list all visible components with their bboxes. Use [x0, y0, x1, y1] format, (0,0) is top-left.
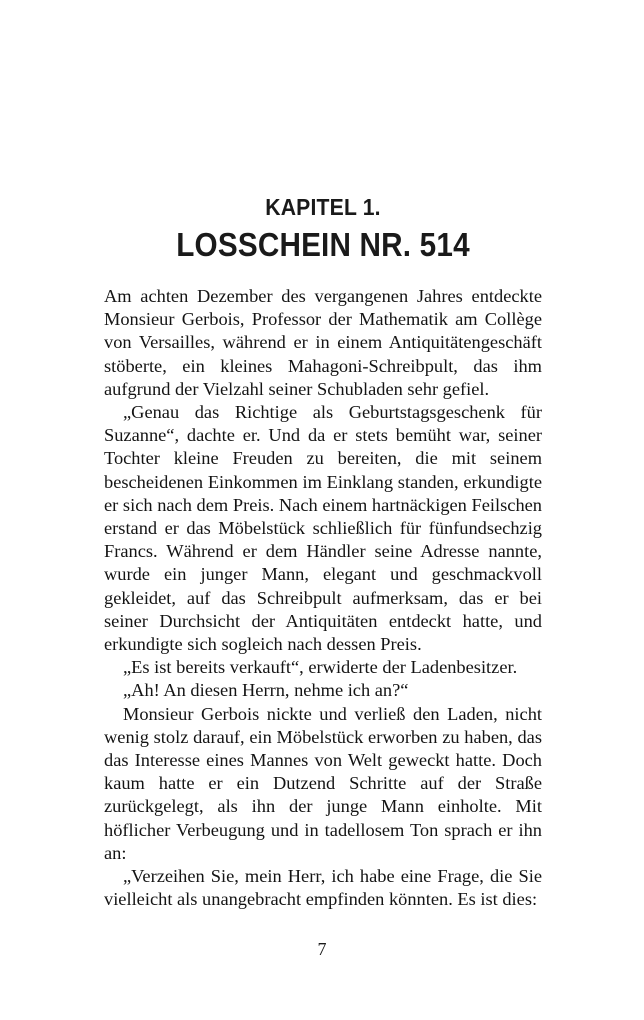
- paragraph-dialogue: „Es ist bereits verkauft“, erwiderte der Ladenbesitzer.: [123, 657, 518, 678]
- chapter-number-heading: KAPITEL 1.: [265, 194, 381, 220]
- page-number: 7: [317, 939, 327, 959]
- chapter-title-heading: LOSSCHEIN NR. 514: [176, 226, 470, 263]
- body-text-block: [104, 285, 542, 911]
- paragraph-dialogue: „Ah! An diesen Herrn, nehme ich an?“: [123, 680, 409, 701]
- paragraph: Am achten Dezember des vergangenen Jahres entdeckte Monsieur Gerbois, Professor der Mathematik am Collège von Versailles, während er in einem Antiquitätengeschäft stöberte, ein kleines Mahagoni-Schreibpult, das ihm aufgrund der Vielzahl seiner Schubladen sehr gefiel.: [104, 286, 542, 399]
- paragraph: „Genau das Richtige als Geburtstagsgeschenk für Suzanne“, dachte er. Und da er stets bemüht war, seiner Tochter kleine Freuden zu bereiten, die mit seinem bescheidenen Einkommen im Einklang standen, erkundigte er sich nach dem Preis. Nach einem hartnäckigen Feilschen erstand er das Möbelstück schließlich für fünfundsechzig Francs. Während er dem Händler seine Adresse nannte, wurde ein junger Mann, elegant und geschmackvoll gekleidet, auf das Schreibpult aufmerksam, das er bei seiner Durchsicht der Antiquitäten entdeckt hatte, und erkundigte sich sogleich nach dessen Preis.: [104, 402, 542, 655]
- paragraph-dialogue: „Verzeihen Sie, mein Herr, ich habe eine Frage, die Sie vielleicht als unangebracht empfinden könnten. Es ist dies:: [104, 866, 542, 910]
- paragraph: Monsieur Gerbois nickte und verließ den Laden, nicht wenig stolz darauf, ein Möbelstück erworben zu haben, das das Interesse eines Mannes von Welt geweckt hatte. Doch kaum hatte er ein Dutzend Schritte auf der Straße zurückgelegt, als ihn der junge Mann einholte. Mit höflicher Verbeugung und in tadellosem Ton sprach er ihn an:: [104, 703, 542, 863]
